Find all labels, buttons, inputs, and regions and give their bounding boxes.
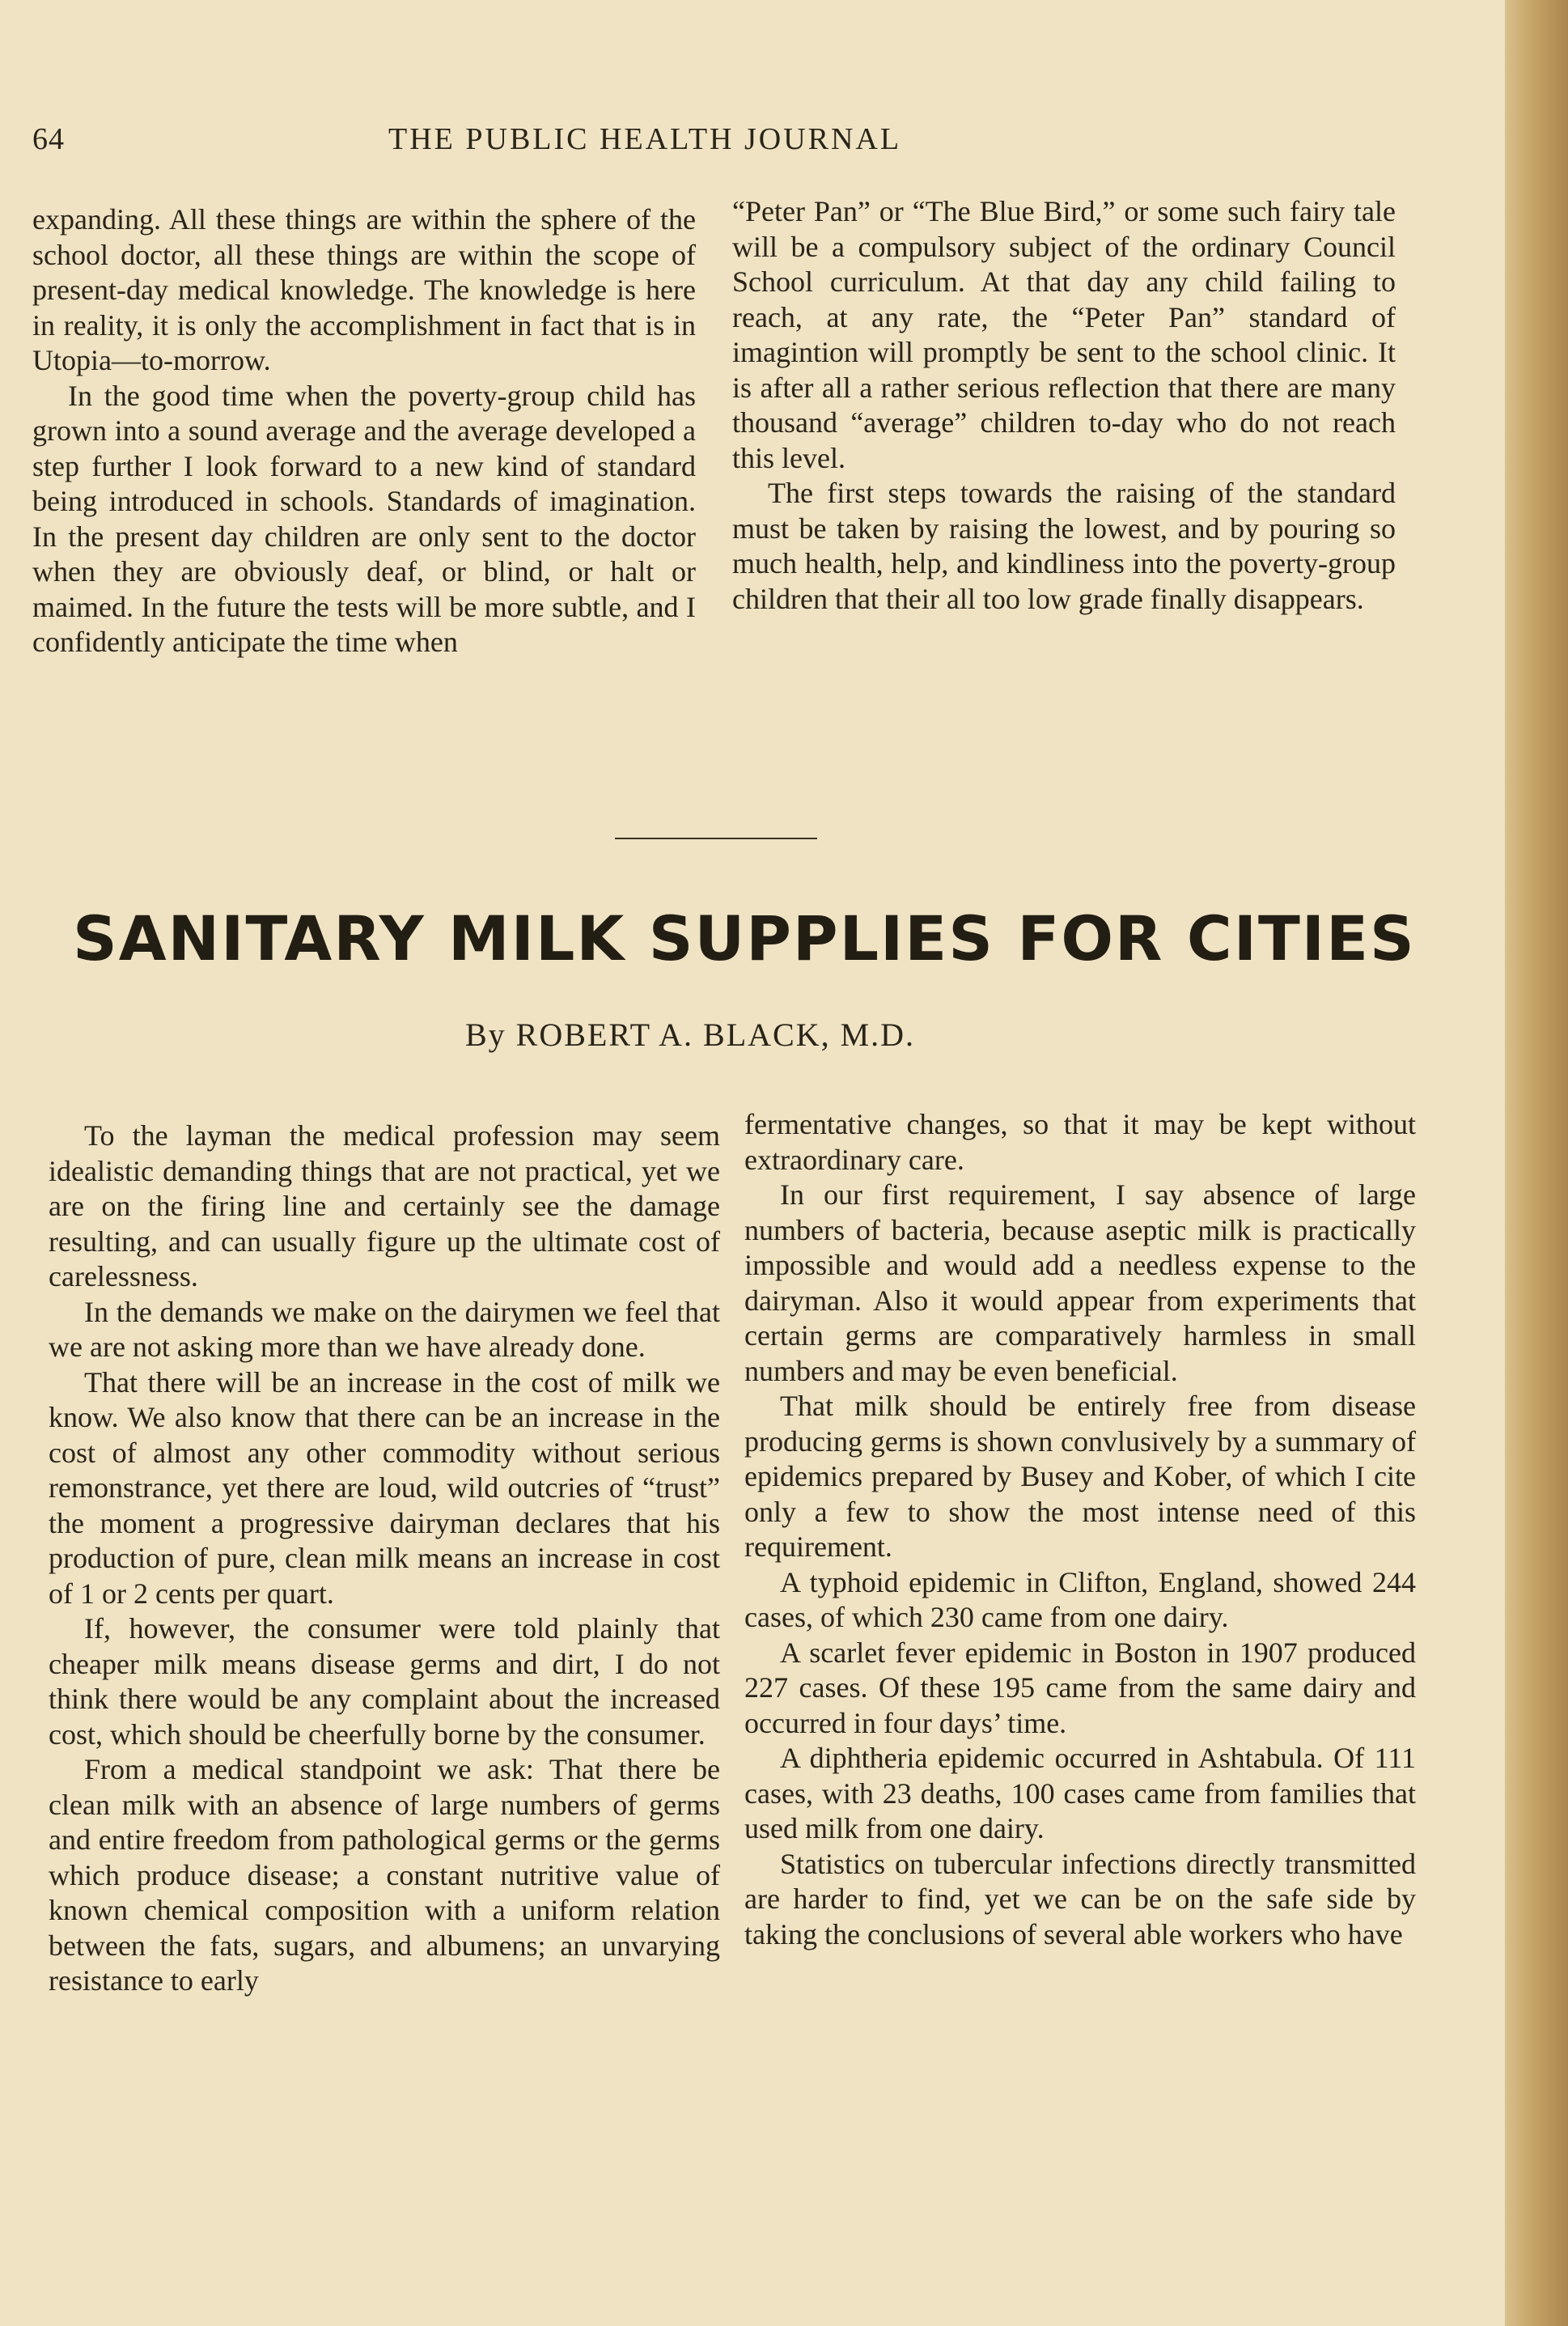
paragraph: From a medical standpoint we ask: That there be clean milk with an absence of large numbers of germs and entire freedom from pathological germs or the germs which produce disease; a constant nutritive value of known chemical composition with a uniform relation between the fats, sugars, and albumens; an unvarying resistance to early	[49, 1753, 720, 1997]
paragraph: That there will be an increase in the cost of milk we know. We also know that there can be an increase in the cost of almost any other commodity without serious remonstrance, yet there are loud, wild outcries of “trust” the moment a progressive dairyman declares that his production of pure, clean milk means an increase in cost of 1 or 2 cents per quart.	[49, 1365, 720, 1610]
paragraph: “Peter Pan” or “The Blue Bird,” or some such fairy tale will be a compulsory subject of the ordinary Council School curriculum. At that day any child failing to reach, at any rate, the “Peter Pan” standard of imagintion will promptly be sent to the school clinic. It is after all a rather serious reflection that there are many thousand “average” children to-day who do not reach this level.	[732, 195, 1396, 474]
page-number: 64	[32, 122, 65, 156]
paragraph: In the good time when the poverty-group child has grown into a sound average and the average developed a step further I look forward to a new kind of standard being introduced in schools. Standards of imagination. In the present day children are only sent to the doctor when they are obviously deaf, or blind, or halt or maimed. In the future the tests will be more subtle, and I confidently anticipate the time when	[32, 379, 696, 658]
paragraph: Statistics on tubercular infections directly transmitted are harder to find, yet we can be on the safe side by taking the conclusions of several able workers who have	[744, 1847, 1416, 1950]
paragraph: A typhoid epidemic in Clifton, England, showed 244 cases, of which 230 came from one dairy.	[744, 1565, 1416, 1633]
paragraph: A scarlet fever epidemic in Boston in 1907 produced 227 cases. Of these 195 came from the same dairy and occurred in four days’ time.	[744, 1636, 1416, 1739]
paragraph: To the layman the medical profession may seem idealistic demanding things that are not practical, yet we are on the firing line and certainly see the damage resulting, and can usually figure up the ultimate cost of carelessness.	[49, 1119, 720, 1292]
paragraph: expanding. All these things are within the sphere of the school doctor, all these things are within the scope of present-day medical knowledge. The knowledge is here in reality, it is only the accomplishment in fact that is in Utopia—to-morrow.	[32, 203, 696, 376]
paragraph: The first steps towards the raising of the standard must be taken by raising the lowest, and by pouring so much health, help, and kindliness into the poverty-group children that their all too low grade finally disappears.	[732, 477, 1396, 615]
page-edge-shadow	[1505, 0, 1568, 2326]
previous-article-column-left	[32, 202, 696, 660]
paragraph: A diphtheria epidemic occurred in Ashtabula. Of 111 cases, with 23 deaths, 100 cases came from families that used milk from one dairy.	[744, 1742, 1416, 1844]
paragraph: In our first requirement, I say absence of large numbers of bacteria, because aseptic milk is practically impossible and would add a needless expense to the dairyman. Also it would appear from experiments that certain germs are comparatively harmless in small numbers and may be even beneficial.	[744, 1178, 1416, 1387]
paragraph: That milk should be entirely free from disease producing germs is shown convlusively by a summary of epidemics prepared by Busey and Kober, of which I cite only a few to show the most intense need of this requirement.	[744, 1390, 1416, 1563]
journal-title: THE PUBLIC HEALTH JOURNAL	[388, 122, 902, 156]
previous-article-column-right	[732, 194, 1396, 617]
article-column-left	[49, 1118, 720, 1999]
running-head	[32, 121, 1456, 170]
paragraph: If, however, the consumer were told plainly that cheaper milk means disease germs and dirt, I do not think there would be any complaint about the increased cost, which should be cheerfully borne by the consumer.	[49, 1612, 720, 1751]
article-column-right	[744, 1107, 1416, 1952]
paragraph: In the demands we make on the dairymen we feel that we are not asking more than we have already done.	[49, 1295, 720, 1363]
section-divider	[615, 838, 817, 839]
article-byline: By ROBERT A. BLACK, M.D.	[465, 1017, 916, 1053]
article-title: SANITARY MILK SUPPLIES FOR CITIES	[73, 902, 1416, 974]
paragraph: fermentative changes, so that it may be kept without extraordinary care.	[744, 1108, 1416, 1176]
